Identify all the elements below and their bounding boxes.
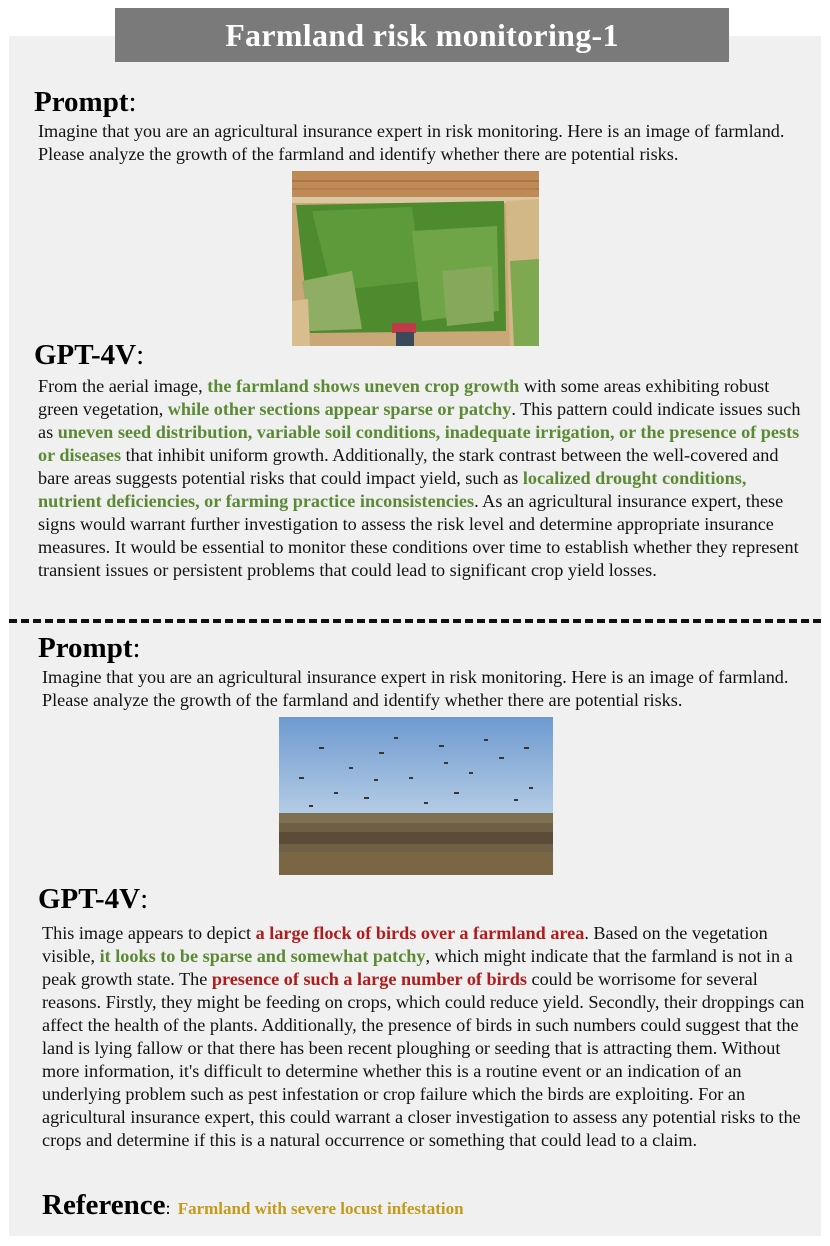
- answer-1-text: with some areas exhibiting robust green vegetation,: [38, 376, 770, 419]
- gpt4v-answer-2: [42, 922, 816, 1152]
- answer-2-green-highlight: it looks to be sparse and somewhat patchy: [99, 946, 426, 966]
- answer-1-text: that inhibit uniform growth. Additionally, the stark contrast between the well-covered and bare areas suggests potential risks that could impact yield, such as: [38, 445, 779, 488]
- answer-1-highlight: while other sections appear sparse or patchy: [167, 399, 512, 419]
- reference-text: Farmland with severe locust infestation: [177, 1199, 464, 1218]
- birds-over-farmland-image: [279, 717, 553, 875]
- answer-1-highlight: the farmland shows uneven crop growth: [207, 376, 520, 396]
- prompt-heading-2-text: Prompt: [38, 632, 133, 664]
- answer-heading-1-text: GPT-4V: [34, 339, 137, 371]
- prompt-heading-1-colon: :: [128, 86, 137, 118]
- answer-1-text: From the aerial image,: [38, 376, 208, 396]
- answer-2-text: , which might indicate that the farmland is not in a peak growth state. The: [42, 946, 793, 989]
- reference-line: [42, 1189, 464, 1222]
- prompt-text-2: Imagine that you are an agricultural insurance expert in risk monitoring. Here is an image of farmland. Please analyze the growth of the farmland and identify whether there are potential risks.: [42, 667, 789, 710]
- prompt-text-1: Imagine that you are an agricultural insurance expert in risk monitoring. Here is an image of farmland. Please analyze the growth of the farmland and identify whether there are potential risks.: [38, 121, 785, 164]
- section-divider: [9, 619, 821, 623]
- prompt-heading-2: [38, 632, 141, 665]
- prompt-heading-1-text: Prompt: [34, 86, 129, 118]
- page-title: [115, 8, 729, 62]
- prompt-heading-2-colon: :: [132, 632, 141, 664]
- answer-2-red-highlight: a large flock of birds over a farmland area: [255, 923, 585, 943]
- answer-heading-2: [38, 883, 148, 916]
- answer-1-highlight: uneven seed distribution, variable soil conditions, inadequate irrigation, or the presence of pests or diseases: [38, 422, 800, 465]
- answer-1-text: . As an agricultural insurance expert, these signs would warrant further investigation to assess the risk level and determine appropriate insurance measures. It would be essential to monitor these conditions over time to establish whether they represent transient issues or persistent problems that could lead to significant crop yield losses.: [38, 491, 799, 580]
- answer-heading-2-colon: :: [140, 883, 149, 915]
- answer-2-text: . Based on the vegetation visible,: [42, 923, 768, 966]
- answer-1-highlight: localized drought conditions, nutrient deficiencies, or farming practice inconsistencies: [38, 468, 747, 511]
- aerial-farmland-image: [292, 171, 539, 346]
- answer-heading-1: [34, 339, 144, 372]
- answer-heading-2-text: GPT-4V: [38, 883, 141, 915]
- prompt-heading-1: [34, 86, 137, 119]
- page-title-text: Farmland risk monitoring-1: [225, 16, 619, 53]
- answer-2-text: This image appears to depict: [42, 923, 256, 943]
- answer-heading-1-colon: :: [136, 339, 145, 371]
- reference-heading: Reference: [42, 1189, 166, 1221]
- gpt4v-answer-1: [38, 375, 808, 582]
- answer-2-red-highlight: presence of such a large number of birds: [211, 969, 527, 989]
- answer-1-text: . This pattern could indicate issues such as: [38, 399, 801, 442]
- answer-2-text: could be worrisome for several reasons. Firstly, they might be feeding on crops, which could reduce yield. Secondly, their droppings can affect the health of the plants. Additionally, the presence of birds in such numbers could suggest that the land is lying fallow or that there has been recent ploughing or seeding that is attracting them. Without more information, it's difficult to determine whether this is a routine event or an indication of an underlying problem such as pest infestation or crop failure which the birds are exploiting. For an agricultural insurance expert, this could warrant a closer investigation to assess any potential risks to the crops and determine if this is a natural occurrence or something that could lead to a claim.: [42, 969, 805, 1150]
- reference-colon: :: [165, 1198, 171, 1218]
